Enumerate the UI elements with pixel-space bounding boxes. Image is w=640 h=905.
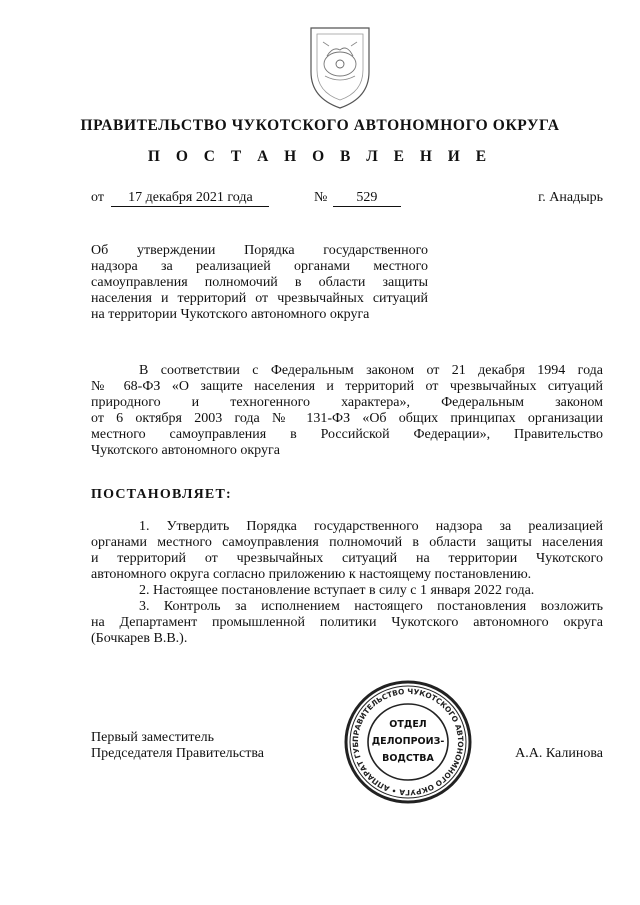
signatory-name: А.А. Калинова — [515, 746, 603, 761]
title-line: самоуправления полномочий в области защиты — [91, 275, 428, 290]
number-field — [314, 190, 401, 207]
number-value: 529 — [333, 190, 401, 207]
preamble-line: В соответствии с Федеральным законом от 21 декабря 1994 года — [139, 363, 603, 378]
date-field — [91, 190, 269, 207]
decree-word: ПОСТАНОВЛЯЕТ: — [91, 487, 232, 502]
stamp-center-line: ВОДСТВА — [382, 753, 434, 764]
coat-of-arms-icon — [303, 20, 377, 110]
item-1-line: 1. Утвердить Порядка государственного надзора за реализацией — [139, 519, 603, 534]
position-line: Председателя Правительства — [91, 746, 265, 761]
preamble-line: природного и техногенного характера», Федеральным законом — [91, 395, 603, 410]
document-title — [91, 243, 428, 323]
item-1-line: органами местного самоуправления полномочий в области защиты населения — [91, 535, 603, 550]
stamp-ring-text: ПРАВИТЕЛЬСТВО ЧУКОТСКОГО АВТОНОМНОГО ОКРУГА • АППАРАТ ГУБ — [350, 686, 466, 798]
document-type: П О С Т А Н О В Л Е Н И Е — [147, 148, 493, 165]
preamble-line: от 6 октября 2003 года № 131-ФЗ «Об общих принципах организации — [91, 411, 603, 426]
signatory-position — [91, 730, 331, 762]
item-3-line: на Департамент промышленной политики Чукотского автономного округа — [91, 615, 603, 630]
date-value: 17 декабря 2021 года — [111, 190, 269, 207]
item-1-line: автономного округа согласно приложению к настоящему постановлению. — [91, 567, 532, 582]
decree-items — [91, 519, 603, 647]
preamble-line: Чукотского автономного округа — [91, 443, 280, 458]
title-line: на территории Чукотского автономного округа — [91, 307, 370, 322]
item-1-line: и территорий от чрезвычайных ситуаций на территории Чукотского — [91, 551, 603, 566]
title-line: населения и территорий от чрезвычайных ситуаций — [91, 291, 428, 306]
item-3-line: (Бочкарев В.В.). — [91, 631, 188, 646]
stamp-center-line: ДЕЛОПРОИЗ- — [371, 736, 445, 747]
item-3-line: 3. Контроль за исполнением настоящего постановления возложить — [139, 599, 603, 614]
organization-title: ПРАВИТЕЛЬСТВО ЧУКОТСКОГО АВТОНОМНОГО ОКРУГА — [80, 117, 560, 134]
number-prefix: № — [314, 190, 328, 205]
title-line: Об утверждении Порядка государственного — [91, 243, 428, 258]
stamp-center-line: ОТДЕЛ — [389, 719, 427, 730]
item-2-line: 2. Настоящее постановление вступает в силу с 1 января 2022 года. — [139, 583, 535, 598]
official-stamp — [343, 680, 473, 804]
preamble-line: местного самоуправления в Российской Федерации», Правительство — [91, 427, 603, 442]
date-prefix: от — [91, 190, 104, 205]
preamble-line: № 68-ФЗ «О защите населения и территорий от чрезвычайных ситуаций — [91, 379, 603, 394]
city: г. Анадырь — [538, 190, 603, 205]
preamble — [91, 363, 603, 459]
title-line: надзора за реализацией органами местного — [91, 259, 428, 274]
position-line: Первый заместитель — [91, 730, 215, 745]
